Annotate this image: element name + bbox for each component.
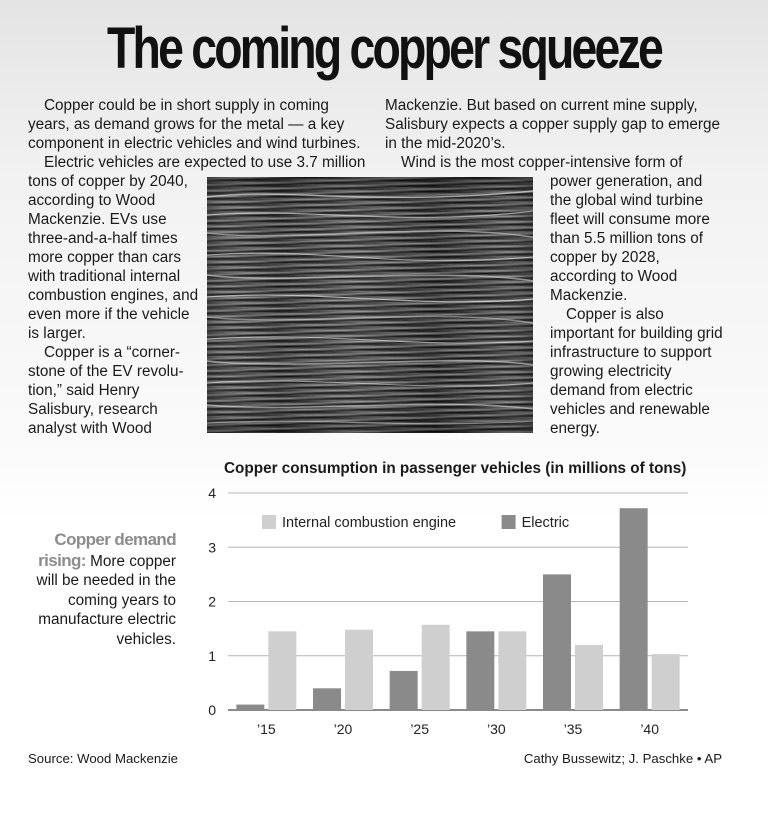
x-tick-label: ’40 [640,721,660,737]
chart-caption [20,530,176,649]
caption-lead: Copper demand rising: [38,530,176,570]
article-line: according to Wood [28,192,156,209]
bar-electric [390,671,418,710]
article-line: growing electricity [550,363,672,380]
bar-internal-combustion-engine [345,630,373,710]
x-tick-label: ’15 [256,721,276,737]
chart-title: Copper consumption in passenger vehicles (in millions of tons) [224,460,687,477]
x-tick-label: ’25 [410,721,430,737]
article-line: three-and-a-half times [28,230,178,247]
article-left-top [28,96,370,172]
bar-internal-combustion-engine [652,654,680,710]
article-line: the global wind turbine [550,192,704,209]
credit-line: Cathy Bussewitz; J. Paschke • AP [523,751,722,766]
article-line: is larger. [28,325,86,342]
source-note: Source: Wood Mackenzie [28,751,179,766]
article-paragraph: Copper could be in short supply in coming years, as demand grows for the metal — a key component in electric vehicles and wind turbines. [28,97,361,152]
bar-electric [466,631,494,710]
article-line: infrastructure to support [550,344,712,361]
article-line: Copper is also [566,306,664,323]
legend-swatch [502,515,516,529]
article-line: tons of copper by 2040, [28,173,188,190]
caption-body: More copper will be needed in the coming years to manufacture electric vehicles. [36,552,176,648]
article-line: according to Wood [550,268,678,285]
article-line: demand from electric [550,382,693,399]
article-line: more copper than cars [28,249,182,266]
article-right-top [385,96,735,172]
article-line: Mackenzie. EVs use [28,211,167,228]
headline: The coming copper squeeze [107,16,661,81]
copper-wire-photo [207,177,533,433]
article-paragraph: Wind is the most copper-intensive form of [401,154,683,171]
article-paragraph: Mackenzie. But based on current mine supply, Salisbury expects a copper supply gap to emerge in the mid-2020’s. [385,97,721,152]
article-line: Copper is a “corner- [44,344,181,361]
article-line: analyst with Wood [28,420,152,437]
x-tick-label: ’35 [563,721,583,737]
legend-label: Electric [521,515,570,531]
legend-label: Internal combustion engine [282,515,457,531]
article-line: even more if the vehicle [28,306,190,323]
y-tick-label: 0 [208,702,216,718]
y-tick-label: 3 [208,539,216,556]
article-paragraph: Electric vehicles are expected to use 3.7 million [44,154,366,171]
wire-coil-graphic [207,177,533,433]
article-line: stone of the EV revolu- [28,363,184,380]
article-line: with traditional internal [28,268,181,285]
x-tick-label: ’20 [333,721,353,737]
article-line: energy. [550,420,600,437]
bar-electric [236,705,264,710]
y-tick-label: 1 [208,647,216,664]
bar-internal-combustion-engine [268,631,296,710]
bar-electric [313,688,341,710]
bar-internal-combustion-engine [575,645,603,710]
x-tick-label: ’30 [486,721,506,737]
article-line: Salisbury, research [28,401,158,418]
article-line: tion,” said Henry [28,382,140,399]
article-line: than 5.5 million tons of [550,230,704,247]
bar-electric [620,508,648,710]
article-line: copper by 2028, [550,249,660,266]
y-tick-label: 2 [208,593,216,610]
legend-swatch [262,515,276,529]
y-tick-label: 4 [208,485,216,501]
article-line: vehicles and renewable [550,401,710,418]
article-line: combustion engines, and [28,287,199,304]
article-left-narrow [28,172,208,438]
bar-electric [543,574,571,710]
article-line: power generation, and [550,173,703,190]
bar-chart [200,460,730,740]
article-line: fleet will consume more [550,211,710,228]
article-line: important for building grid [550,325,723,342]
bar-internal-combustion-engine [498,631,526,710]
chart-container [200,460,730,740]
article-line: Mackenzie. [550,287,628,304]
bar-internal-combustion-engine [422,625,450,710]
article-right-narrow [550,172,750,438]
